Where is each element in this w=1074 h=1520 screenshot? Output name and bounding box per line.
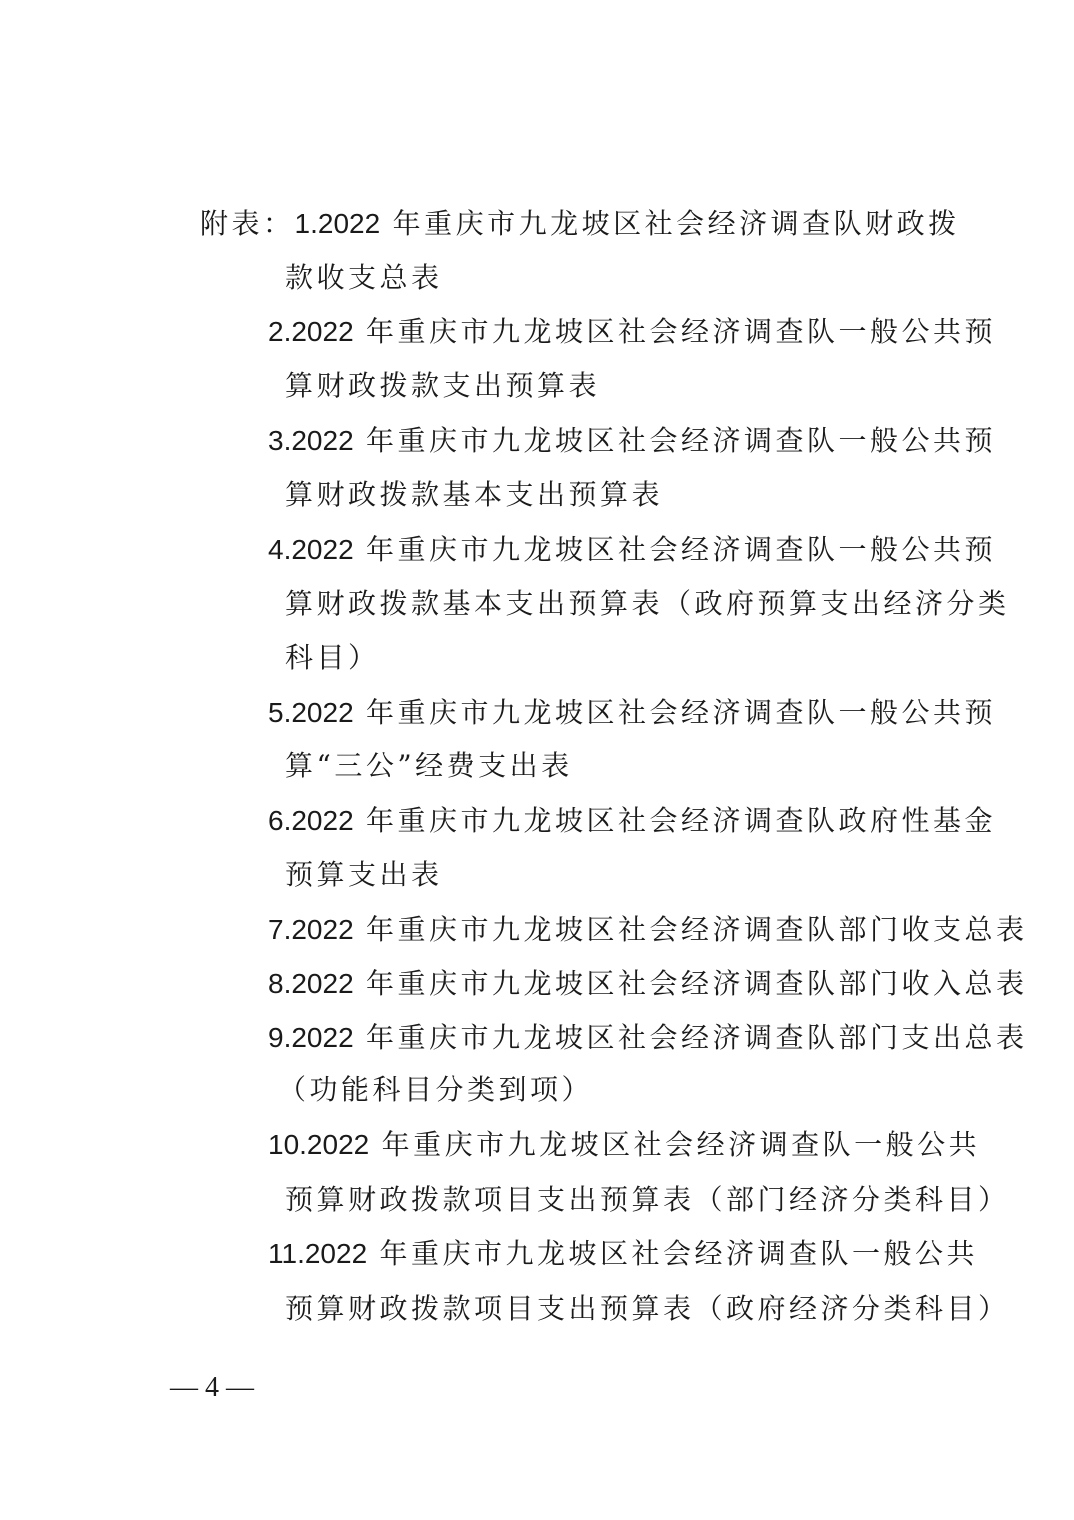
attachment-item-11-line-1 (268, 1234, 978, 1274)
attachment-item-10-title: 年重庆市九龙坡区社会经济调查队一般公共 (381, 1128, 981, 1161)
page-number: — 4 — (170, 1372, 254, 1403)
attachment-item-5-number: 5.2022 (268, 697, 354, 728)
attachment-item-11-title: 年重庆市九龙坡区社会经济调查队一般公共 (379, 1237, 979, 1270)
attachment-item-4-line-3: 科目） (285, 641, 380, 674)
attachment-item-1-line-2: 款收支总表 (285, 261, 443, 294)
attachment-item-4-line-2: 算财政拨款基本支出预算表（政府预算支出经济分类 (285, 587, 1010, 620)
attachment-item-1-title: 年重庆市九龙坡区社会经济调查队财政拨 (392, 207, 960, 240)
attachment-item-2-number: 2.2022 (268, 316, 354, 347)
attachment-item-6-number: 6.2022 (268, 805, 354, 836)
attachment-item-2-line-1 (268, 312, 996, 352)
attachment-item-7-title: 年重庆市九龙坡区社会经济调查队部门收支总表 (366, 913, 1028, 946)
attachment-item-4-line-1 (268, 530, 996, 570)
attachment-item-1-line-1 (200, 204, 960, 244)
attachment-item-6-title: 年重庆市九龙坡区社会经济调查队政府性基金 (366, 804, 997, 837)
attachment-item-3-title: 年重庆市九龙坡区社会经济调查队一般公共预 (366, 424, 997, 457)
attachment-item-9-title: 年重庆市九龙坡区社会经济调查队部门支出总表 (366, 1021, 1028, 1054)
attachment-item-3-line-2: 算财政拨款基本支出预算表 (285, 478, 664, 511)
attachment-item-4-number: 4.2022 (268, 534, 354, 565)
attachment-item-9-line-2: （功能科目分类到项） (278, 1073, 594, 1106)
attachment-item-4-title: 年重庆市九龙坡区社会经济调查队一般公共预 (366, 533, 997, 566)
attachment-item-3-line-1 (268, 421, 996, 461)
attachment-item-5-title: 年重庆市九龙坡区社会经济调查队一般公共预 (366, 696, 997, 729)
attachment-item-11-line-2: 预算财政拨款项目支出预算表（政府经济分类科目） (285, 1292, 1010, 1325)
attachment-item-2-line-2: 算财政拨款支出预算表 (285, 369, 601, 402)
attachment-item-8-number: 8.2022 (268, 968, 354, 999)
attachment-item-7-line-1 (268, 910, 1028, 950)
attachment-item-8-line-1 (268, 964, 1028, 1004)
attachment-item-11-number: 11.2022 (268, 1238, 368, 1269)
attachment-item-5-line-1 (268, 693, 996, 733)
attachment-item-1-number: 1.2022 (294, 208, 381, 239)
attachment-item-9-line-1 (268, 1018, 1028, 1058)
attachment-item-10-line-1 (268, 1125, 980, 1165)
attachment-item-10-number: 10.2022 (268, 1129, 370, 1160)
attachment-item-9-number: 9.2022 (268, 1022, 354, 1053)
attachments-intro-label: 附表： (200, 207, 295, 240)
attachment-item-10-line-2: 预算财政拨款项目支出预算表（部门经济分类科目） (285, 1183, 1010, 1216)
attachment-item-2-title: 年重庆市九龙坡区社会经济调查队一般公共预 (366, 315, 997, 348)
attachment-item-6-line-1 (268, 801, 996, 841)
attachment-item-5-line-2: 算“三公”经费支出表 (285, 749, 573, 782)
attachment-item-7-number: 7.2022 (268, 914, 354, 945)
attachment-item-3-number: 3.2022 (268, 425, 354, 456)
attachment-item-6-line-2: 预算支出表 (285, 858, 443, 891)
attachment-item-8-title: 年重庆市九龙坡区社会经济调查队部门收入总表 (366, 967, 1028, 1000)
